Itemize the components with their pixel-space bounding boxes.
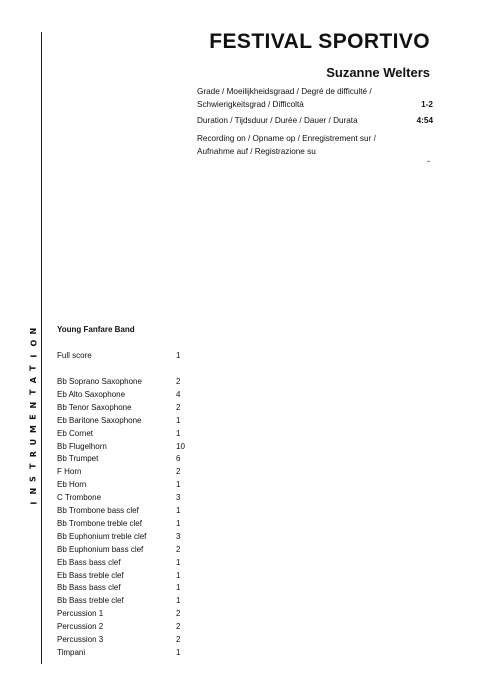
piece-title: FESTIVAL SPORTIVO [209, 30, 430, 53]
part-name: Bb Soprano Saxophone [57, 377, 142, 386]
part-row [57, 596, 197, 606]
side-label-letter: S [28, 475, 38, 482]
side-label-letter: O [28, 340, 38, 347]
side-label-letter: A [28, 377, 38, 384]
part-quantity: 1 [176, 415, 181, 425]
part-quantity: 2 [176, 635, 181, 644]
part-quantity: 1 [176, 596, 181, 606]
composer-name: Suzanne Welters [326, 65, 430, 80]
part-quantity: 2 [176, 402, 181, 412]
part-quantity: 4 [176, 389, 181, 399]
part-name: Bb Trumpet [57, 454, 99, 464]
part-name: Percussion 2 [57, 622, 104, 632]
grade-block [197, 85, 433, 111]
part-name: Eb Baritone Saxophone [57, 415, 142, 425]
part-name: Eb Horn [57, 480, 87, 490]
part-row [57, 390, 197, 400]
part-quantity: 1 [176, 583, 181, 593]
side-label-letter: N [28, 401, 38, 409]
part-row [57, 609, 197, 619]
part-quantity: 3 [176, 493, 181, 503]
part-name: Bb Flugelhorn [57, 441, 107, 451]
part-row [57, 635, 197, 645]
part-quantity: 1 [176, 428, 181, 438]
side-label-letter: T [28, 389, 38, 396]
part-quantity: 6 [176, 454, 181, 464]
part-name: Bb Euphonium bass clef [57, 544, 144, 554]
side-label-letter: N [28, 487, 38, 495]
part-row [57, 648, 197, 658]
side-label-letter: E [28, 414, 38, 420]
part-name: F Horn [57, 467, 82, 477]
side-label-letter: T [28, 463, 38, 470]
part-row [57, 442, 197, 452]
recording-block [197, 132, 433, 158]
duration-value: 4:54 [416, 116, 433, 125]
part-row [57, 467, 197, 477]
part-name: Bb Bass treble clef [57, 596, 124, 606]
part-name: Percussion 3 [57, 635, 104, 644]
part-row [57, 571, 197, 581]
part-row [57, 583, 197, 593]
part-row [57, 480, 197, 490]
recording-value: - [427, 156, 430, 166]
full-score-row [57, 351, 197, 361]
part-quantity: 2 [176, 377, 181, 386]
part-quantity: 2 [176, 622, 181, 632]
part-name: Bb Trombone bass clef [57, 506, 139, 515]
part-row [57, 558, 197, 568]
part-quantity: 10 [176, 441, 185, 451]
side-label-letter: I [28, 501, 38, 505]
part-quantity: 2 [176, 467, 181, 477]
part-row [57, 519, 197, 529]
part-quantity: 1 [176, 480, 181, 490]
part-quantity: 1 [176, 570, 181, 580]
duration-label: Duration / Tijdsduur / Durée / Dauer / Durata [197, 116, 358, 125]
part-row [57, 506, 197, 516]
side-label-letter: M [28, 425, 38, 434]
side-label-letter: T [28, 365, 38, 371]
part-quantity: 1 [176, 647, 181, 657]
part-name: Full score [57, 351, 92, 360]
grade-value: 1-2 [421, 100, 433, 109]
side-label-letter: N [28, 327, 38, 335]
side-label-letter: R [28, 451, 38, 458]
part-row [57, 454, 197, 464]
part-name: Eb Cornet [57, 428, 94, 438]
part-name: Percussion 1 [57, 609, 104, 619]
recording-label: Recording on / Opname op / Enregistrement sur / Aufnahme auf / Registrazione su [197, 134, 376, 156]
part-quantity: 1 [176, 351, 181, 360]
part-name: Bb Trombone treble clef [57, 518, 142, 528]
instrumentation-side-label [30, 325, 42, 509]
part-row [57, 416, 197, 426]
part-name: C Trombone [57, 493, 102, 503]
band-title: Young Fanfare Band [57, 325, 135, 334]
part-row [57, 493, 197, 503]
side-label-letter: U [28, 438, 38, 446]
part-row [57, 403, 197, 413]
part-quantity: 3 [176, 531, 181, 541]
grade-label: Grade / Moeilijkheidsgraad / Degré de difficulté / Schwierigkeitsgrad / Difficoltà [197, 87, 372, 109]
part-row [57, 532, 197, 542]
part-row [57, 377, 197, 387]
part-row [57, 545, 197, 555]
part-name: Bb Bass bass clef [57, 583, 121, 593]
part-row [57, 429, 197, 439]
part-name: Bb Euphonium treble clef [57, 531, 147, 541]
part-quantity: 1 [176, 506, 181, 515]
part-name: Timpani [57, 647, 86, 657]
part-quantity: 1 [176, 557, 181, 567]
part-quantity: 2 [176, 609, 181, 619]
part-name: Eb Bass treble clef [57, 570, 124, 580]
part-name: Eb Bass bass clef [57, 557, 121, 567]
side-label-letter: I [28, 354, 38, 358]
part-quantity: 1 [176, 518, 181, 528]
part-name: Bb Tenor Saxophone [57, 402, 132, 412]
part-row [57, 622, 197, 632]
part-quantity: 2 [176, 544, 181, 554]
part-name: Eb Alto Saxophone [57, 389, 126, 399]
duration-block [197, 114, 433, 127]
